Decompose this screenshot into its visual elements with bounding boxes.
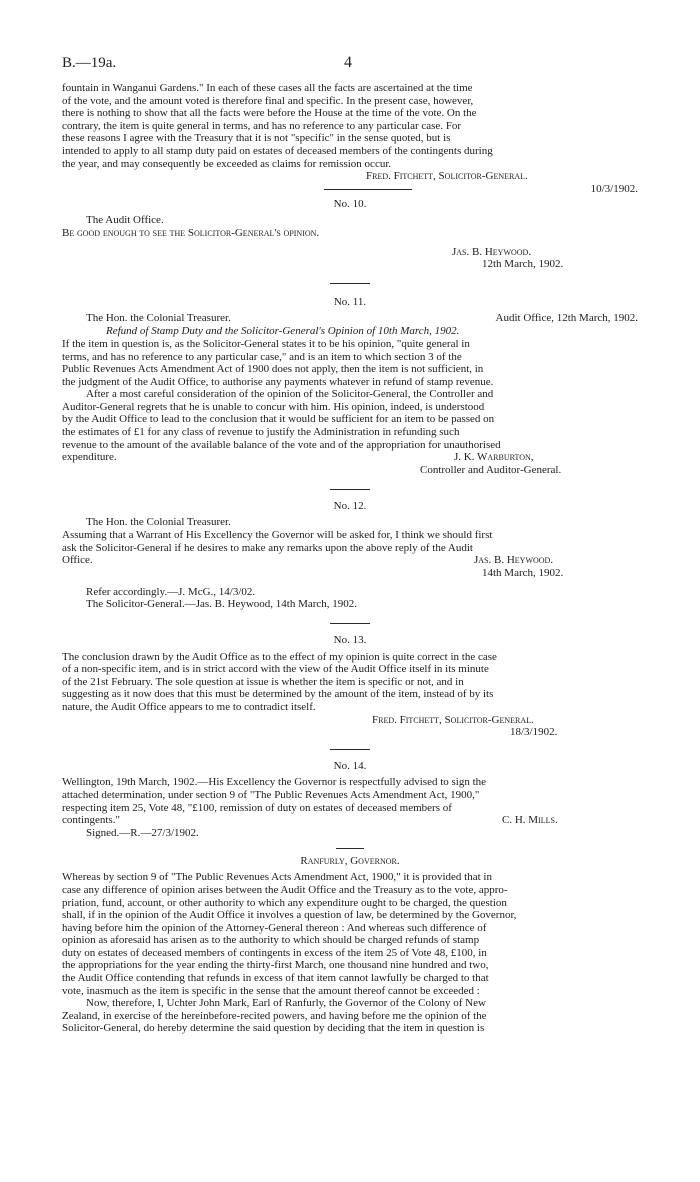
addressee: The Audit Office. <box>86 214 164 227</box>
text-line: revenue to the amount of the available balance of the vote and of the appropriation for unauthorised <box>62 438 501 451</box>
signature: Fred. Fitchett, Solicitor-General. <box>372 713 534 726</box>
text-line: priation, fund, account, or other authority to which any expenditure ought to be charged, the question <box>62 896 507 909</box>
text-line: terms, and has no reference to any particular case," and is an item to which section 3 of the <box>62 350 462 363</box>
signature: C. H. Mills. <box>502 814 558 827</box>
text-line: case any difference of opinion arises between the Audit Office and the Treasury as to the vote, appro- <box>62 883 508 896</box>
document-reference: B.—19a. <box>62 55 117 71</box>
separator-rule <box>324 189 412 190</box>
text-line: nature, the Audit Office appears to me to contradict itself. <box>62 700 316 713</box>
text-line: ask the Solicitor-General if he desires to make any remarks upon the above reply of the Audit <box>62 541 473 554</box>
page-header <box>62 54 638 75</box>
date: 14th March, 1902. <box>482 567 564 580</box>
text-line: there is nothing to show that all the facts were before the House at the time of the vote. On the <box>62 107 477 120</box>
text-line: of the vote, and the amount voted is therefore final and specific. In the present case, however, <box>62 94 474 107</box>
document-body <box>62 82 638 1035</box>
text-line: duty on estates of deceased members of contingents in excess of the item 25 of Vote 48, £100, in <box>62 946 487 959</box>
text-line: contingents." <box>62 814 120 827</box>
text-line: by the Audit Office to lead to the conclusion that it would be sufficient for an item to be passed on <box>62 413 495 426</box>
text: Be good enough to see the Solicitor-General's opinion. <box>62 226 320 239</box>
text-line: intended to apply to all stamp duty paid on estates of deceased members of the contingents during <box>62 144 493 157</box>
minute: Refer accordingly.—J. McG., 14/3/02. <box>86 585 256 598</box>
subject-line: Refund of Stamp Duty and the Solicitor-General's Opinion of 10th March, 1902. <box>106 325 460 338</box>
text-line: the appropriations for the year ending the thirty-first March, one thousand nine hundred and two, <box>62 959 489 972</box>
text-line: vote, inasmuch as the item is specific in the sense that the amount thereof cannot be exceeded : <box>62 984 480 997</box>
page-number: 4 <box>344 54 352 71</box>
section-heading: No. 14. <box>333 759 367 772</box>
text-line: shall, if in the opinion of the Audit Office it involves a question of law, be determined by the Governor, <box>62 909 517 922</box>
signature-row <box>62 451 638 464</box>
text-line: contrary, the item is quite general in terms, and has no reference to any particular case. For <box>62 119 462 132</box>
text-line: attached determination, under section 9 of "The Public Revenues Acts Amendment Act, 1900," <box>62 788 480 801</box>
text-line: the estimates of £1 for any class of revenue to justify the Administration in refunding such <box>62 426 460 439</box>
section-no-10 <box>62 198 638 271</box>
text-line: the judgment of the Audit Office, to authorise any payments whatever in refund of stamp revenue. <box>62 375 494 388</box>
text-line: these reasons I agree with the Treasury that it is not "specific" in the sense quoted, but is <box>62 132 451 145</box>
text-line: After a most careful consideration of the opinion of the Solicitor-General, the Controller and <box>86 388 494 401</box>
text-line: Now, therefore, I, Uchter John Mark, Earl of Ranfurly, the Governor of the Colony of New <box>86 997 486 1010</box>
text-line: respecting item 25, Vote 48, "£100, remission of duty on estates of deceased members of <box>62 801 452 814</box>
text-line: of a non-specific item, and is in strict accord with the view of the Audit Office itself in its minute <box>62 663 489 676</box>
text-line: If the item in question is, as the Solicitor-General states it to be his opinion, "quite general in <box>62 337 470 350</box>
addressee: The Hon. the Colonial Treasurer. <box>86 516 231 529</box>
signature: Jas. B. Heywood. <box>474 554 554 567</box>
text-line: Auditor-General regrets that he is unable to concur with him. His opinion, indeed, is understood <box>62 400 485 413</box>
text-line: the year, and may consequently be exceeded as claims for remission occur. <box>62 157 392 170</box>
signature: Jas. B. Heywood. <box>452 245 532 258</box>
date: 12th March, 1902. <box>482 258 564 271</box>
addressee: The Hon. the Colonial Treasurer. <box>86 312 231 325</box>
section-no-12 <box>62 500 638 611</box>
signer-title: Controller and Auditor-General. <box>420 464 562 477</box>
date: 10/3/1902. <box>590 182 638 195</box>
text-line: Whereas by section 9 of "The Public Revenues Acts Amendment Act, 1900," it is provided that in <box>62 871 492 884</box>
text-line: of the 21st February. The sole question at issue is whether the item is specific or not, and in <box>62 675 464 688</box>
text-line: fountain in Wanganui Gardens." In each of these cases all the facts are ascertained at the time <box>62 82 473 94</box>
signature: Fred. Fitchett, Solicitor-General. <box>366 170 528 183</box>
section-heading: No. 11. <box>333 295 367 308</box>
signature-row <box>62 814 638 827</box>
minute: The Solicitor-General.—Jas. B. Heywood, 14th March, 1902. <box>86 598 358 611</box>
text-line: The conclusion drawn by the Audit Office as to the effect of my opinion is quite correct in the case <box>62 650 497 663</box>
section-heading: No. 10. <box>333 197 367 210</box>
text-line: Public Revenues Acts Amendment Act of 1900 does not apply, then the item is not sufficient, in <box>62 363 484 376</box>
text-line: having before him the opinion of the Attorney-General thereon : And whereas such difference of <box>62 921 487 934</box>
section-no-13 <box>62 634 638 739</box>
date: 18/3/1902. <box>510 726 558 739</box>
sender-and-date: Audit Office, 12th March, 1902. <box>495 312 638 325</box>
signature-row <box>62 554 638 567</box>
governor-signature: Ranfurly, Governor. <box>300 854 400 867</box>
text-line: Solicitor-General, do hereby determine the said question by deciding that the item in question is <box>62 1022 485 1035</box>
text-line: Office. <box>62 554 93 567</box>
text-line: suggesting as it now does that this must be determined by the amount of the item, instead of by its <box>62 688 494 701</box>
text-line: Zealand, in exercise of the hereinbefore-recited powers, and having before me the opinion of the <box>62 1009 487 1022</box>
signature-date-row <box>62 183 638 196</box>
text-line: Wellington, 19th March, 1902.—His Excellency the Governor is respectfully advised to sign the <box>62 776 487 789</box>
text-line <box>62 227 638 240</box>
text-line: expenditure. <box>62 451 117 464</box>
signature: J. K. Warburton, <box>454 451 534 464</box>
section-no-14 <box>62 760 638 1035</box>
section-heading: No. 13. <box>333 634 367 646</box>
text-line: the Audit Office contending that refunds in excess of that item cannot lawfully be charged to that <box>62 972 489 985</box>
section-no-11 <box>62 296 638 477</box>
signed-line: Signed.—R.—27/3/1902. <box>86 827 199 840</box>
section-heading: No. 12. <box>333 499 367 512</box>
text-line: Assuming that a Warrant of His Excellency the Governor will be asked for, I think we should first <box>62 529 493 542</box>
text-line: opinion as aforesaid has arisen as to the authority to which should be charged refunds of stamp <box>62 934 480 947</box>
section-continuation <box>62 82 638 196</box>
address-row <box>62 312 638 325</box>
